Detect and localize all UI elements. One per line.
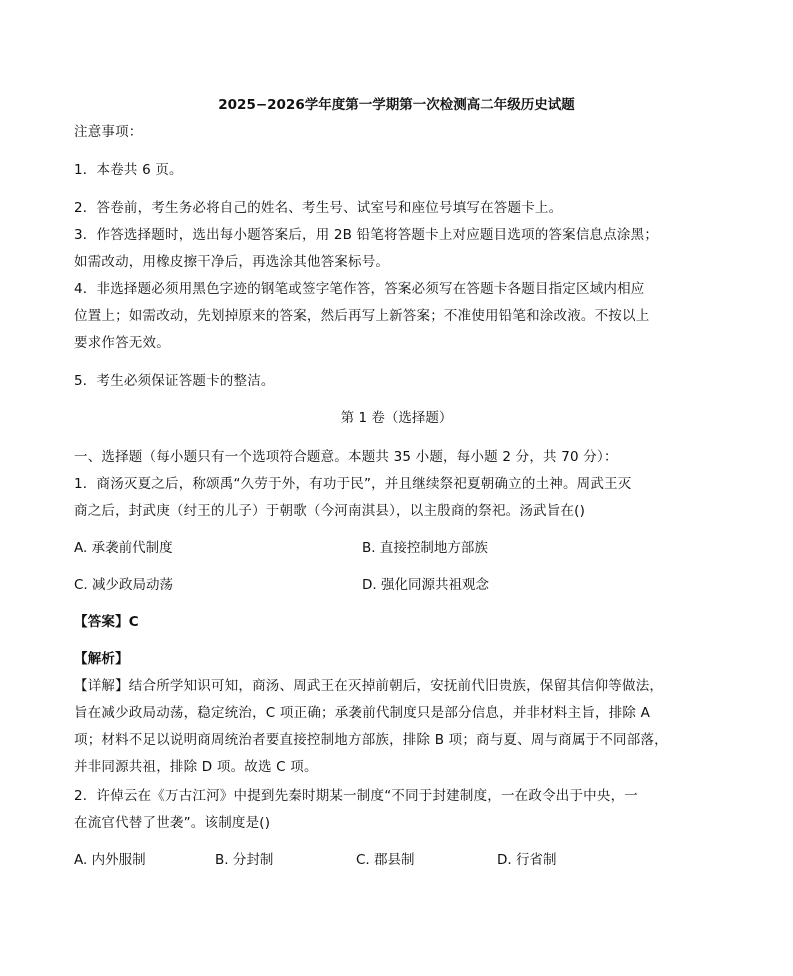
q1-detail-line-4: 并非同源共祖，排除 D 项。故选 C 项。 xyxy=(74,759,318,775)
q2-option-c: C. 郡县制 xyxy=(356,852,415,868)
notice-item-4-cont-2: 要求作答无效。 xyxy=(74,335,170,351)
notice-item-3-cont: 如需改动，用橡皮擦干净后，再选涂其他答案标号。 xyxy=(74,254,390,270)
notice-heading: 注意事项： xyxy=(74,124,143,140)
q1-stem-line-1: 1．商汤灭夏之后，称颂禹“久劳于外，有功于民”，并且继续祭祀夏朝确立的土神。周武王灭 xyxy=(74,476,632,492)
q2-option-b: B. 分封制 xyxy=(215,852,274,868)
q1-stem-line-2: 商之后，封武庚（纣王的儿子）于朝歌（今河南淇县），以主殷商的祭祀。汤武旨在() xyxy=(74,503,586,519)
q2-stem-line-1: 2．许倬云在《万古江河》中提到先秦时期某一制度“不同于封建制度，一在政令出于中央，一 xyxy=(74,788,638,804)
section-title: 第 1 卷（选择题） xyxy=(340,410,453,426)
q1-detail-line-3: 项；材料不足以说明商周统治者要直接控制地方部族，排除 B 项；商与夏、周与商属于不同部落， xyxy=(74,732,668,748)
q1-detail-line-1: 【详解】结合所学知识可知，商汤、周武王在灭掉前朝后，安抚前代旧贵族，保留其信仰等做法， xyxy=(74,678,664,694)
q2-option-a: A. 内外服制 xyxy=(74,852,146,868)
q1-option-c: C. 减少政局动荡 xyxy=(74,577,174,593)
q1-answer: 【答案】C xyxy=(74,614,139,630)
notice-item-2: 2．答卷前，考生务必将自己的姓名、考生号、试室号和座位号填写在答题卡上。 xyxy=(74,200,563,216)
q1-analysis-label: 【解析】 xyxy=(74,651,129,667)
q1-option-b: B. 直接控制地方部族 xyxy=(362,540,488,556)
q2-option-d: D. 行省制 xyxy=(497,852,557,868)
q1-option-d: D. 强化同源共祖观念 xyxy=(362,577,489,593)
notice-item-5: 5．考生必须保证答题卡的整洁。 xyxy=(74,373,275,389)
q1-option-a: A. 承袭前代制度 xyxy=(74,540,173,556)
q1-detail-line-2: 旨在减少政局动荡，稳定统治，C 项正确；承袭前代制度只是部分信息，并非材料主旨，排除 A xyxy=(74,705,651,721)
page-title: 2025−2026学年度第一学期第一次检测高二年级历史试题 xyxy=(218,97,575,113)
notice-item-4: 4．非选择题必须用黑色字迹的钢笔或签字笔作答，答案必须写在答题卡各题目指定区域内相应 xyxy=(74,281,645,297)
notice-item-1: 1．本卷共 6 页。 xyxy=(74,162,183,178)
notice-item-3: 3．作答选择题时，选出每小题答案后，用 2B 铅笔将答题卡上对应题目选项的答案信息点涂黑； xyxy=(74,227,659,243)
notice-item-4-cont-1: 位置上；如需改动，先划掉原来的答案，然后再写上新答案；不准使用铅笔和涂改液。不按以上 xyxy=(74,308,650,324)
section-instruction: 一、选择题（每小题只有一个选项符合题意。本题共 35 小题，每小题 2 分，共 70 分）： xyxy=(74,449,618,465)
q2-stem-line-2: 在流官代替了世袭”。该制度是() xyxy=(74,815,271,831)
